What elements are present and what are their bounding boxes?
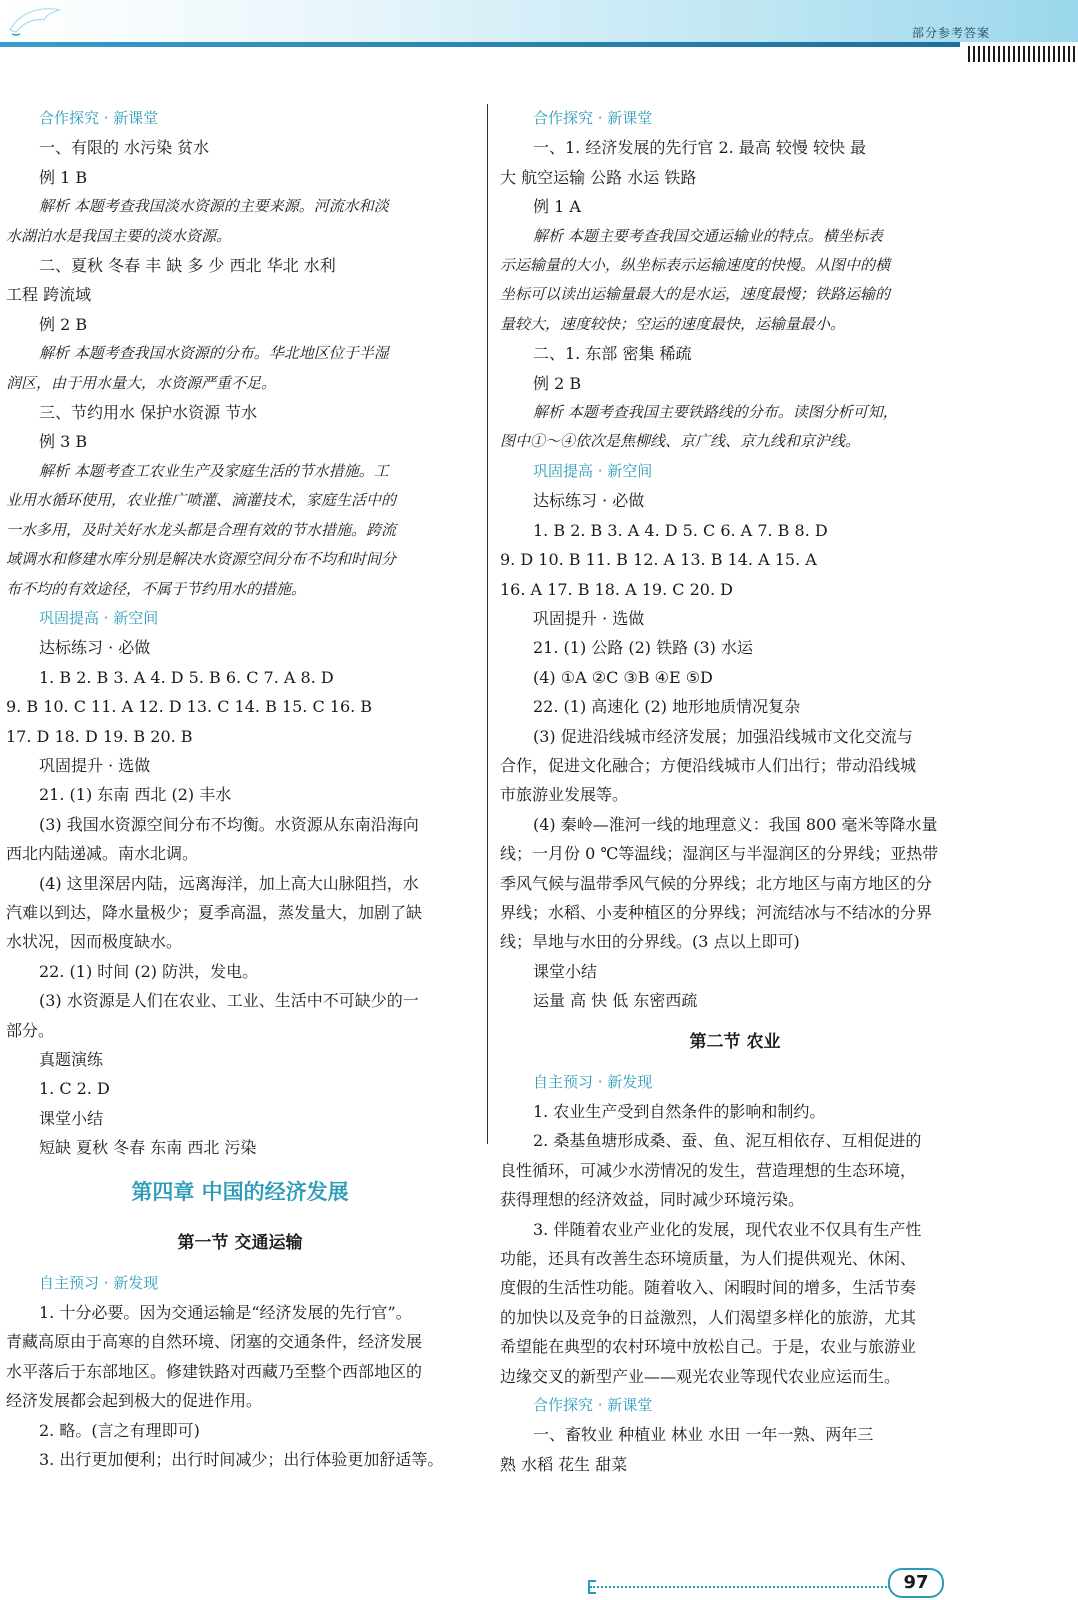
text-line: 线；一月份 0 ℃等温线；湿润区与半湿润区的分界线；亚热带 bbox=[500, 844, 939, 864]
text-line: (3) 促进沿线城市经济发展；加强沿线城市文化交流与 bbox=[533, 726, 913, 746]
text-line: 达标练习 · 必做 bbox=[39, 638, 151, 658]
analysis-line: 解析 本题考查工农业生产及家庭生活的节水措施。工 bbox=[39, 461, 389, 480]
text-line: (4) 这里深居内陆，远离海洋，加上高大山脉阻挡，水 bbox=[39, 873, 419, 893]
text-line: 市旅游业发展等。 bbox=[500, 785, 629, 805]
section-title: 第一节 交通运输 bbox=[177, 1232, 303, 1253]
text-line: 一、有限的 水污染 贫水 bbox=[39, 138, 210, 158]
right-column bbox=[500, 104, 970, 1479]
text-line: 1. 农业生产受到自然条件的影响和制约。 bbox=[533, 1102, 826, 1121]
text-line: 一、1. 经济发展的先行官 2. 最高 较慢 较快 最 bbox=[533, 138, 867, 158]
text-line: 17. D 18. D 19. B 20. B bbox=[6, 726, 193, 746]
analysis-line: 示运输量的大小，纵坐标表示运输速度的快慢。从图中的横 bbox=[500, 256, 891, 275]
text-line: 例 1 A bbox=[533, 197, 581, 217]
text-line: 运量 高 快 低 东密西疏 bbox=[533, 991, 698, 1011]
text-line: 短缺 夏秋 冬春 东南 西北 污染 bbox=[39, 1138, 257, 1158]
text-line: 例 1 B bbox=[39, 167, 88, 187]
text-line: 熟 水稻 花生 甜菜 bbox=[500, 1454, 628, 1474]
text-line: 西北内陆递减。南水北调。 bbox=[6, 844, 199, 864]
analysis-line: 业用水循环使用，农业推广喷灌、滴灌技术，家庭生活中的 bbox=[6, 491, 397, 510]
text-line: 三、节约用水 保护水资源 节水 bbox=[39, 403, 258, 423]
text-line: 青藏高原由于高寒的自然环境、闭塞的交通条件，经济发展 bbox=[6, 1332, 423, 1352]
page-number: 97 bbox=[888, 1568, 944, 1598]
text-line: 度假的生活性功能。随着收入、闲暇时间的增多，生活节奏 bbox=[500, 1278, 917, 1298]
text-line: (3) 水资源是人们在农业、工业、生活中不可缺少的一 bbox=[39, 991, 419, 1011]
text-line: (3) 我国水资源空间分布不均衡。水资源从东南沿海向 bbox=[39, 814, 419, 834]
text-line: (4) ①A ②C ③B ④E ⑤D bbox=[533, 667, 713, 687]
text-line: 经济发展都会起到极大的促进作用。 bbox=[6, 1391, 263, 1411]
header-rule bbox=[0, 42, 960, 47]
left-column bbox=[6, 104, 474, 1474]
page-header bbox=[0, 0, 1078, 64]
subsection-heading: 合作探究 · 新课堂 bbox=[533, 109, 653, 127]
analysis-line: 域调水和修建水库分别是解决水资源空间分布不均和时间分 bbox=[6, 550, 397, 569]
analysis-line: 坐标可以读出运输量最大的是水运，速度最慢；铁路运输的 bbox=[500, 285, 891, 304]
text-line: 界线；水稻、小麦种植区的分界线；河流结冰与不结冰的分界 bbox=[500, 902, 933, 922]
subsection-heading: 合作探究 · 新课堂 bbox=[39, 109, 159, 127]
chapter-title: 第四章 中国的经济发展 bbox=[131, 1178, 349, 1204]
text-line: 工程 跨流域 bbox=[6, 285, 92, 305]
text-line: 2. 略。(言之有理即可) bbox=[39, 1420, 200, 1440]
text-line: 水平落后于东部地区。修建铁路对西藏乃至整个西部地区的 bbox=[6, 1361, 423, 1381]
text-line: 2. 桑基鱼塘形成桑、蚕、鱼、泥互相依存、互相促进的 bbox=[533, 1131, 922, 1151]
text-line: (4) 秦岭—淮河一线的地理意义：我国 800 毫米等降水量 bbox=[533, 814, 938, 834]
analysis-line: 解析 本题考查我国水资源的分布。华北地区位于半湿 bbox=[39, 344, 389, 363]
text-line: 季风气候与温带季风气候的分界线；北方地区与南方地区的分 bbox=[500, 873, 933, 893]
subsection-heading: 自主预习 · 新发现 bbox=[533, 1072, 653, 1091]
text-line: 真题演练 bbox=[39, 1050, 104, 1069]
text-line: 9. B 10. C 11. A 12. D 13. C 14. B 15. C 16. B bbox=[6, 697, 373, 717]
subsection-heading: 巩固提高 · 新空间 bbox=[39, 608, 159, 627]
text-line: 1. B 2. B 3. A 4. D 5. B 6. C 7. A 8. D bbox=[39, 667, 334, 687]
analysis-line: 解析 本题考查我国淡水资源的主要来源。河流水和淡 bbox=[39, 197, 389, 216]
text-line: 1. C 2. D bbox=[39, 1079, 110, 1099]
text-line: 希望能在典型的农村环境中放松自己。于是，农业与旅游业 bbox=[500, 1337, 917, 1357]
subsection-heading: 自主预习 · 新发现 bbox=[39, 1273, 159, 1292]
text-line: 3. 出行更加便利；出行时间减少；出行体验更加舒适等。 bbox=[39, 1450, 444, 1470]
subsection-heading: 合作探究 · 新课堂 bbox=[533, 1396, 653, 1415]
text-line: 例 2 B bbox=[533, 373, 582, 393]
text-line: 合作，促进文化融合；方便沿线城市人们出行；带动沿线城 bbox=[500, 755, 917, 775]
text-line: 课堂小结 bbox=[533, 961, 598, 981]
analysis-line: 布不均的有效途径，不属于节约用水的措施。 bbox=[6, 579, 307, 598]
text-line: 边缘交叉的新型产业——观光农业等现代农业应运而生。 bbox=[500, 1366, 901, 1386]
text-line: 21. (1) 东南 西北 (2) 丰水 bbox=[39, 785, 232, 805]
analysis-line: 量较大，速度较快；空运的速度最快，运输量最小。 bbox=[500, 314, 846, 333]
dolphin-logo-icon bbox=[6, 2, 66, 38]
section-title: 第二节 农业 bbox=[689, 1031, 781, 1052]
text-line: 3. 伴随着农业产业化的发展，现代农业不仅具有生产性 bbox=[533, 1219, 922, 1239]
text-line: 功能，还具有改善生态环境质量，为人们提供观光、休闲、 bbox=[500, 1249, 917, 1269]
text-line: 达标练习 · 必做 bbox=[533, 491, 645, 511]
header-barcode-stripes bbox=[968, 46, 1078, 62]
text-line: 大 航空运输 公路 水运 铁路 bbox=[500, 167, 697, 187]
text-line: 巩固提升 · 选做 bbox=[39, 755, 151, 775]
text-line: 9. D 10. B 11. B 12. A 13. B 14. A 15. A bbox=[500, 550, 817, 570]
text-line: 21. (1) 公路 (2) 铁路 (3) 水运 bbox=[533, 638, 753, 658]
text-line: 汽难以到达，降水量极少；夏季高温，蒸发量大，加剧了缺 bbox=[6, 902, 423, 922]
text-line: 课堂小结 bbox=[39, 1108, 104, 1128]
text-line: 22. (1) 时间 (2) 防洪，发电。 bbox=[39, 961, 259, 981]
subsection-heading: 巩固提高 · 新空间 bbox=[533, 461, 653, 480]
text-line: 水状况，因而极度缺水。 bbox=[6, 932, 183, 952]
text-line: 1. B 2. B 3. A 4. D 5. C 6. A 7. B 8. D bbox=[533, 520, 828, 540]
text-line: 例 3 B bbox=[39, 432, 88, 452]
column-divider bbox=[487, 104, 488, 1144]
text-line: 线；旱地与水田的分界线。(3 点以上即可) bbox=[500, 932, 800, 952]
text-line: 二、1. 东部 密集 稀疏 bbox=[533, 344, 692, 364]
text-line: 部分。 bbox=[6, 1020, 55, 1040]
analysis-line: 水湖泊水是我国主要的淡水资源。 bbox=[6, 226, 232, 245]
text-line: 良性循环，可减少水涝情况的发生，营造理想的生态环境， bbox=[500, 1160, 917, 1180]
text-line: 16. A 17. B 18. A 19. C 20. D bbox=[500, 579, 733, 599]
analysis-line: 一水多用，及时关好水龙头都是合理有效的节水措施。跨流 bbox=[6, 520, 397, 539]
analysis-line: 润区，由于用水量大，水资源严重不足。 bbox=[6, 373, 277, 392]
text-line: 的加快以及竞争的日益激烈，人们渴望多样化的旅游，尤其 bbox=[500, 1307, 917, 1327]
analysis-line: 解析 本题考查我国主要铁路线的分布。读图分析可知， bbox=[533, 403, 898, 422]
text-line: 获得理想的经济效益，同时减少环境污染。 bbox=[500, 1190, 805, 1210]
analysis-line: 解析 本题主要考查我国交通运输业的特点。横坐标表 bbox=[533, 226, 883, 245]
text-line: 巩固提升 · 选做 bbox=[533, 608, 645, 628]
analysis-line: 图中①～④依次是焦柳线、京广线、京九线和京沪线。 bbox=[500, 432, 861, 451]
text-line: 22. (1) 高速化 (2) 地形地质情况复杂 bbox=[533, 697, 801, 717]
text-line: 二、夏秋 冬春 丰 缺 多 少 西北 华北 水利 bbox=[39, 256, 336, 276]
text-line: 一、畜牧业 种植业 林业 水田 一年一熟、两年三 bbox=[533, 1425, 874, 1445]
text-line: 例 2 B bbox=[39, 314, 88, 334]
text-line: 1. 十分必要。因为交通运输是“经济发展的先行官”。 bbox=[39, 1303, 412, 1323]
header-title: 部分参考答案 bbox=[911, 26, 990, 40]
footer-dotted-line bbox=[590, 1586, 890, 1588]
